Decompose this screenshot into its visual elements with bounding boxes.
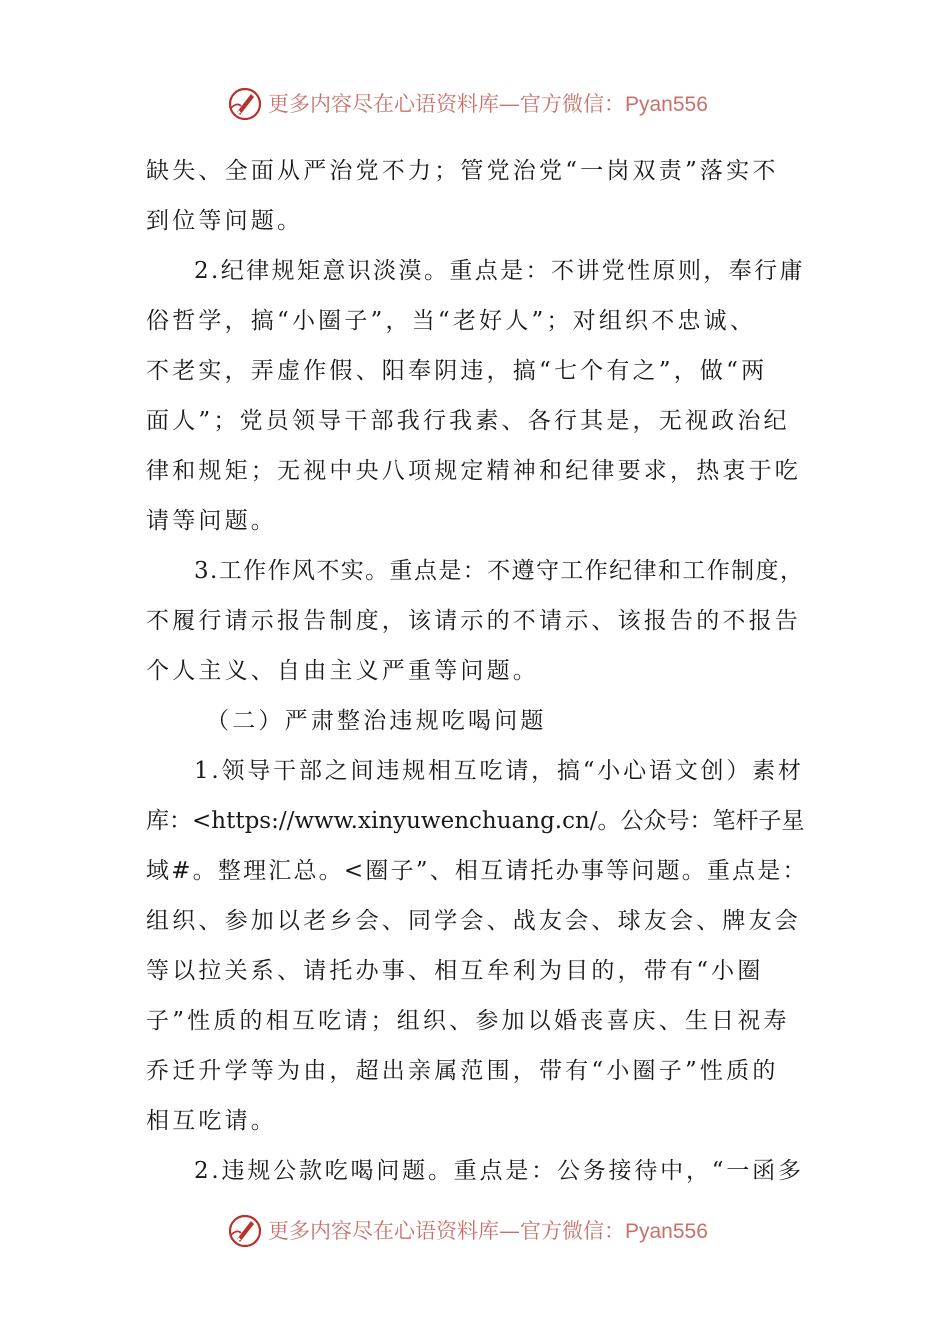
text-line: 律和规矩；无视中央八项规定精神和纪律要求，热衷于吃 xyxy=(146,458,801,484)
text-line: 到位等问题。 xyxy=(146,208,304,234)
footer-banner xyxy=(0,1211,950,1251)
text-line: 1.领导干部之间违规相互吃请，搞“小心语文创）素材 xyxy=(194,758,804,784)
text-line: 库：<https://www.xinyuwenchuang.cn/。公众号：笔杆子星 xyxy=(146,808,805,834)
text-line: 2.违规公款吃喝问题。重点是：公务接待中，“一函多 xyxy=(194,1158,804,1184)
text-line: 组织、参加以老乡会、同学会、战友会、球友会、牌友会 xyxy=(146,908,801,934)
promo-text xyxy=(268,90,708,119)
text-line: 子”性质的相互吃请；组织、参加以婚丧喜庆、生日祝寿 xyxy=(146,1008,790,1034)
wechat-id: Pyan556 xyxy=(625,1220,708,1243)
promo-text xyxy=(268,1217,708,1246)
promo-dash: — xyxy=(499,1219,520,1243)
text-line: 缺失、全面从严治党不力；管党治党“一岗双责”落实不 xyxy=(146,158,779,184)
pen-quill-logo-icon xyxy=(227,86,263,122)
promo-dash: — xyxy=(499,92,520,116)
text-line: 2.纪律规矩意识淡漠。重点是：不讲党性原则，奉行庸 xyxy=(194,258,805,284)
text-line: 相互吃请。 xyxy=(146,1108,277,1134)
header-banner xyxy=(0,84,950,124)
text-line: 个人主义、自由主义严重等问题。 xyxy=(146,658,539,684)
pen-quill-logo-icon xyxy=(227,1213,263,1249)
wechat-label: 官方微信： xyxy=(520,92,625,116)
text-line: 域#。整理汇总。<圈子”、相互请托办事等问题。重点是： xyxy=(146,858,808,884)
text-line: 3.工作作风不实。重点是：不遵守工作纪律和工作制度， xyxy=(194,558,805,584)
wechat-id: Pyan556 xyxy=(625,93,708,116)
section-heading: （二）严肃整治违规吃喝问题 xyxy=(206,708,547,734)
text-line: 请等问题。 xyxy=(146,508,277,534)
document-body xyxy=(146,146,808,1196)
text-line: 面人”；党员领导干部我行我素、各行其是，无视政治纪 xyxy=(146,408,790,434)
promo-slogan: 更多内容尽在心语资料库 xyxy=(268,92,499,116)
wechat-label: 官方微信： xyxy=(520,1219,625,1243)
text-line: 乔迁升学等为由，超出亲属范围，带有“小圈子”性质的 xyxy=(146,1058,779,1084)
text-line: 不履行请示报告制度，该请示的不请示、该报告的不报告 xyxy=(146,608,801,634)
text-line: 等以拉关系、请托办事、相互牟利为目的，带有“小圈 xyxy=(146,958,764,984)
promo-slogan: 更多内容尽在心语资料库 xyxy=(268,1219,499,1243)
text-line: 俗哲学，搞“小圈子”，当“老好人”；对组织不忠诚、 xyxy=(146,308,757,334)
text-line: 不老实，弄虚作假、阳奉阴违，搞“七个有之”，做“两 xyxy=(146,358,768,384)
